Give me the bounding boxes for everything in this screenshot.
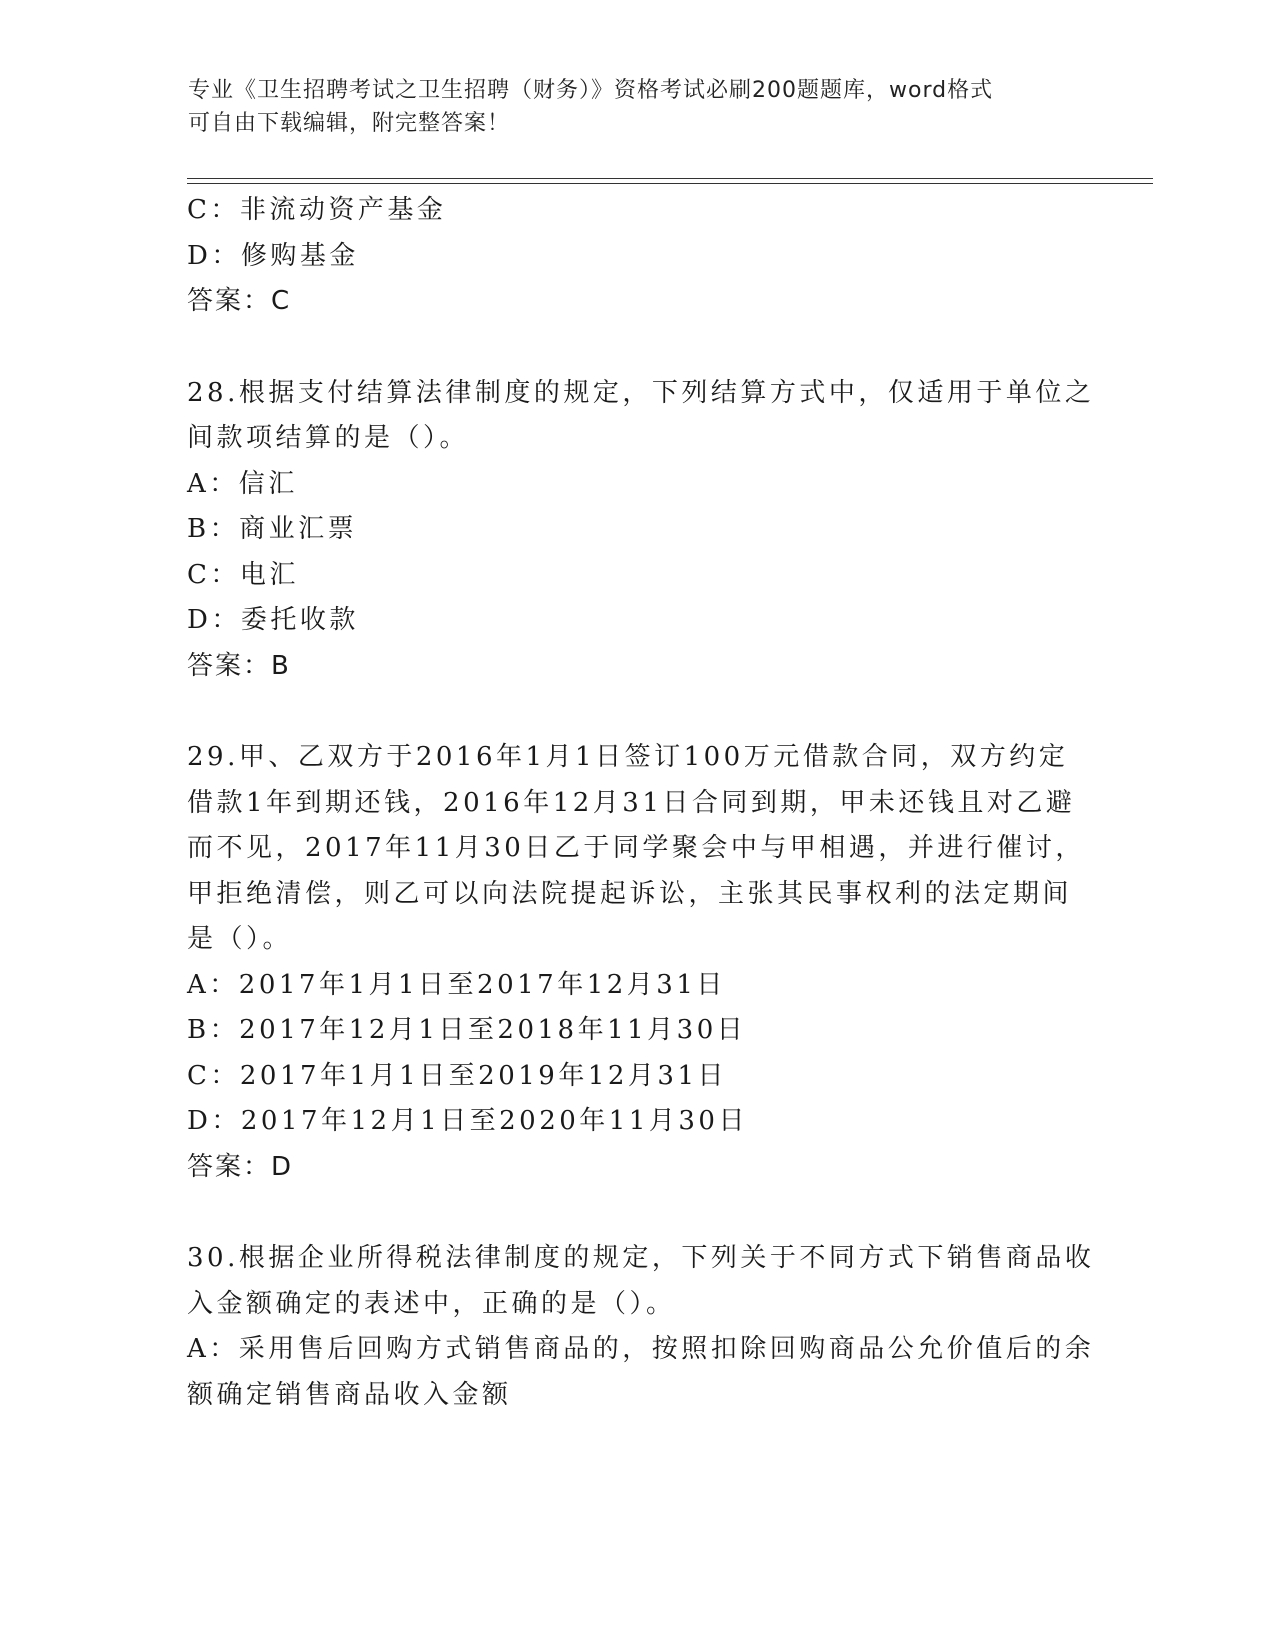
header-title-line-1: 专业《卫生招聘考试之卫生招聘（财务）》资格考试必刷200题题库，word格式	[188, 78, 994, 103]
option-a: A：2017年1月1日至2017年12月31日	[187, 969, 726, 1000]
option-a: A：信汇	[187, 468, 298, 499]
question-stem-line: 28.根据支付结算法律制度的规定，下列结算方式中，仅适用于单位之	[187, 377, 1095, 408]
option-c: C：2017年1月1日至2019年12月31日	[187, 1060, 727, 1091]
question-stem-line: 是（）。	[187, 924, 293, 954]
header-divider	[187, 178, 1153, 184]
option-a-continued: 额确定销售商品收入金额	[187, 1379, 512, 1410]
question-stem-line: 30.根据企业所得税法律制度的规定，下列关于不同方式下销售商品收	[187, 1243, 1095, 1273]
header-title-line-2: 可自由下载编辑，附完整答案！	[188, 111, 511, 136]
option-a: A：采用售后回购方式销售商品的，按照扣除回购商品公允价值后的余	[187, 1334, 1095, 1364]
question-stem-line: 甲拒绝清偿，则乙可以向法院提起诉讼，主张其民事权利的法定期间	[187, 878, 1073, 909]
answer-line: 答案：D	[187, 1151, 294, 1182]
option-d: D：修购基金	[187, 240, 359, 271]
question-28	[187, 371, 1095, 690]
option-d: D：委托收款	[187, 605, 359, 635]
question-27-continued	[187, 188, 1077, 325]
question-stem-line: 间款项结算的是（）。	[187, 423, 470, 453]
answer-line: 答案：C	[187, 286, 292, 316]
question-stem-line: 29.甲、乙双方于2016年1月1日签订100万元借款合同，双方约定	[187, 742, 1069, 772]
page-header	[188, 74, 1068, 140]
question-30	[187, 1236, 1095, 1418]
option-c: C：非流动资产基金	[187, 195, 447, 225]
document-body	[187, 188, 1095, 1418]
question-stem-line: 而不见，2017年11月30日乙于同学聚会中与甲相遇，并进行催讨，	[187, 833, 1085, 863]
answer-line: 答案：B	[187, 650, 291, 681]
option-b: B：商业汇票	[187, 514, 358, 544]
option-b: B：2017年12月1日至2018年11月30日	[187, 1015, 747, 1045]
question-29	[187, 735, 1085, 1190]
question-stem-line: 借款1年到期还钱，2016年12月31日合同到期，甲未还钱且对乙避	[187, 787, 1076, 818]
option-d: D：2017年12月1日至2020年11月30日	[187, 1106, 748, 1136]
question-stem-line: 入金额确定的表述中，正确的是（）。	[187, 1288, 676, 1319]
option-c: C：电汇	[187, 559, 299, 590]
